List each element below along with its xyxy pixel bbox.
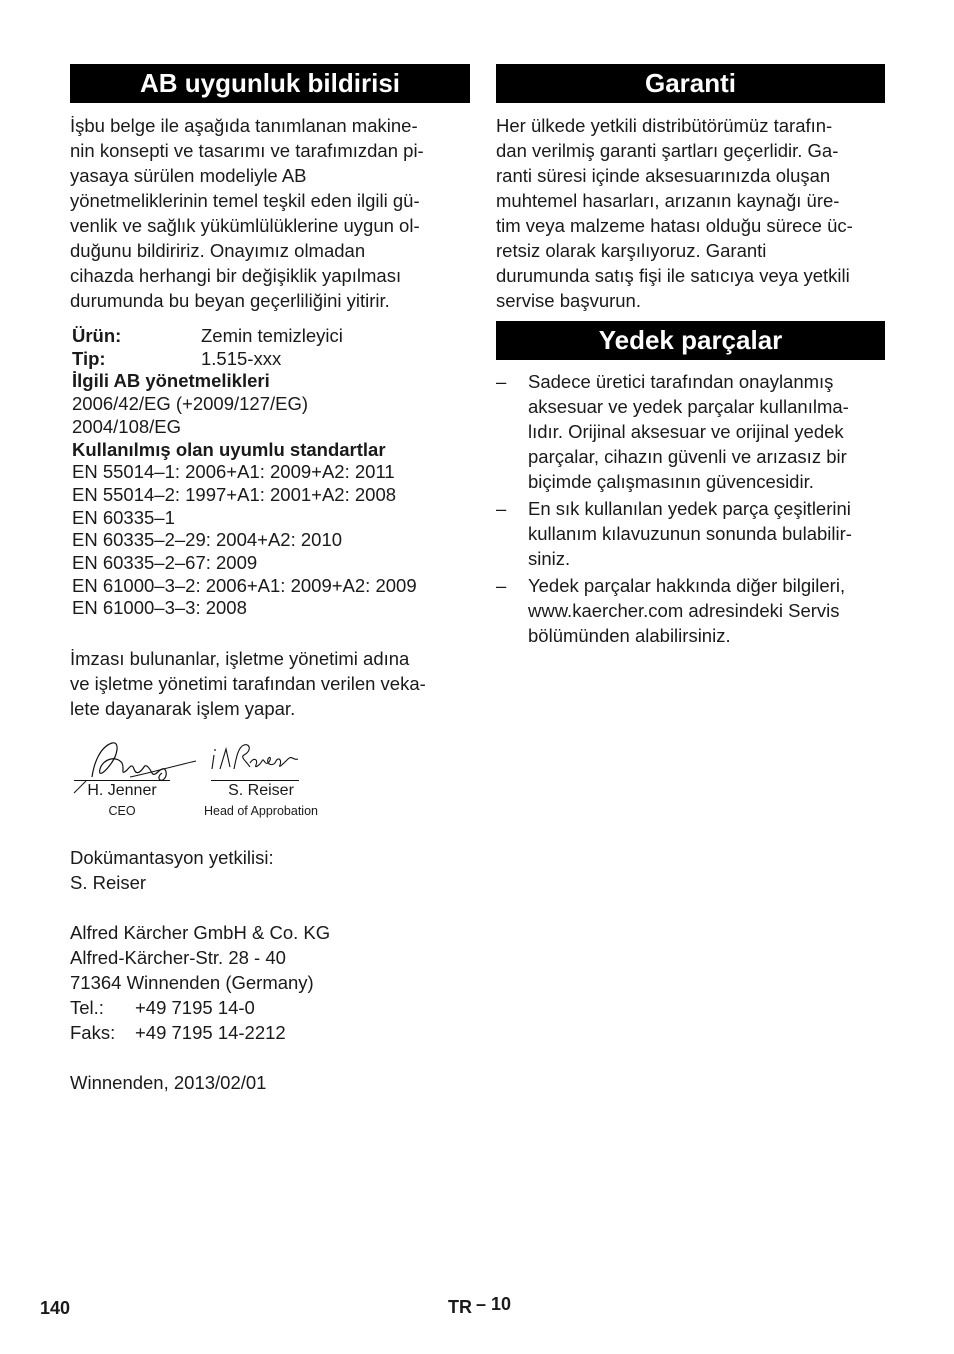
documentation-responsible xyxy=(70,845,470,1095)
list-item-line: En sık kullanılan yedek parça çeşitlerini xyxy=(528,498,851,519)
directives-title: İlgili AB yönetmelikleri xyxy=(72,370,270,392)
type-value: 1.515-xxx xyxy=(201,347,282,369)
signatories-line: lete dayanarak işlem yapar. xyxy=(70,698,296,720)
signer-role: CEO xyxy=(108,804,136,819)
standards-title: Kullanılmış olan uyumlu standartlar xyxy=(72,438,386,460)
dash-bullet: – xyxy=(496,371,507,392)
garanti-line: ranti süresi içinde aksesuarınızda oluşan xyxy=(496,165,831,186)
garanti-line: servise başvurun. xyxy=(496,290,641,311)
list-item-line: siniz. xyxy=(528,548,571,569)
list-item-line: biçimde çalışmasının güvencesidir. xyxy=(528,471,814,492)
signatories-note xyxy=(70,646,470,721)
left-column xyxy=(70,64,470,1095)
standard-item: EN 60335–1 xyxy=(72,506,175,528)
intro-line: cihazda herhangi bir değişiklik yapılması xyxy=(70,265,402,286)
intro-line: yasaya sürülen modeliyle AB xyxy=(70,165,307,186)
tel-row xyxy=(70,995,470,1020)
page-number: 140 xyxy=(40,1298,71,1318)
footer-section xyxy=(448,1294,512,1318)
signer-name: S. Reiser xyxy=(228,782,294,800)
section-page-number: – 10 xyxy=(476,1294,512,1314)
type-label: Tip: xyxy=(72,347,106,369)
yedek-parcalar-heading: Yedek parçalar xyxy=(496,321,885,360)
signer-name: H. Jenner xyxy=(87,782,157,800)
language-code: TR xyxy=(448,1297,472,1317)
list-item-line: kullanım kılavuzunun sonunda bulabilir- xyxy=(528,523,852,544)
list-item xyxy=(496,573,885,648)
standard-item: EN 61000–3–3: 2008 xyxy=(72,597,247,619)
garanti-text xyxy=(496,113,885,313)
intro-line: İşbu belge ile aşağıda tanımlanan makine- xyxy=(70,115,418,136)
list-item-line: parçalar, cihazın güvenli ve arızasız bir xyxy=(528,446,847,467)
place-date: Winnenden, 2013/02/01 xyxy=(70,1072,267,1094)
ab-declaration-heading: AB uygunluk bildirisi xyxy=(70,64,470,103)
directive-item: 2004/108/EG xyxy=(72,415,182,437)
garanti-heading: Garanti xyxy=(496,64,885,103)
right-column xyxy=(496,64,885,650)
signatories-line: İmzası bulunanlar, işletme yönetimi adına xyxy=(70,648,410,670)
garanti-line: Her ülkede yetkili distribütörümüz tarafın- xyxy=(496,115,833,136)
tel-value: +49 7195 14-0 xyxy=(135,997,255,1019)
garanti-line: dan verilmiş garanti şartları geçerlidir. Ga- xyxy=(496,140,839,161)
directive-item: 2006/42/EG (+2009/127/EG) xyxy=(72,393,309,415)
dash-bullet: – xyxy=(496,498,507,519)
company-name: Alfred Kärcher GmbH & Co. KG xyxy=(70,922,331,944)
list-item-line: Sadece üretici tarafından onaylanmış xyxy=(528,371,834,392)
list-item-line: www.kaercher.com adresindeki Servis xyxy=(528,600,840,621)
intro-line: yönetmeliklerinin temel teşkil eden ilgili gü- xyxy=(70,190,420,211)
signer-role: Head of Approbation xyxy=(204,804,318,819)
doc-resp-label: Dokümantasyon yetkilisi: xyxy=(70,847,274,869)
signature-reiser-image xyxy=(208,741,304,775)
signature-line-reiser xyxy=(211,780,299,781)
doc-resp-name: S. Reiser xyxy=(70,872,147,894)
type-row xyxy=(72,348,470,371)
signatories-line: ve işletme yönetimi tarafından verilen veka- xyxy=(70,673,426,695)
spare-parts-list xyxy=(496,369,885,648)
product-spec xyxy=(70,325,470,620)
standard-item: EN 60335–2–67: 2009 xyxy=(72,552,258,574)
product-value: Zemin temizleyici xyxy=(201,325,343,346)
standard-item: EN 61000–3–2: 2006+A1: 2009+A2: 2009 xyxy=(72,574,417,596)
list-item-line: bölümünden alabilirsiniz. xyxy=(528,625,731,646)
company-street: Alfred-Kärcher-Str. 28 - 40 xyxy=(70,947,286,969)
signatures xyxy=(70,735,470,835)
fax-value: +49 7195 14-2212 xyxy=(135,1022,286,1044)
standard-item: EN 60335–2–29: 2004+A2: 2010 xyxy=(72,529,343,551)
product-row xyxy=(72,325,470,348)
standard-item: EN 55014–1: 2006+A1: 2009+A2: 2011 xyxy=(72,461,395,483)
list-item-line: aksesuar ve yedek parçalar kullanılma- xyxy=(528,396,849,417)
list-item-line: lıdır. Orijinal aksesuar ve orijinal yedek xyxy=(528,421,844,442)
tel-label: Tel.: xyxy=(70,997,104,1019)
intro-line: venlik ve sağlık yükümlülüklerine uygun ol- xyxy=(70,215,420,236)
dash-bullet: – xyxy=(496,575,507,596)
garanti-line: retsiz olarak karşılıyoruz. Garanti xyxy=(496,240,767,261)
standard-item: EN 55014–2: 1997+A1: 2001+A2: 2008 xyxy=(72,483,397,505)
fax-label: Faks: xyxy=(70,1022,116,1044)
signer-jenner xyxy=(70,782,174,819)
signature-line-jenner xyxy=(74,780,170,781)
garanti-line: muhtemel hasarları, arızanın kaynağı üre- xyxy=(496,190,840,211)
product-label: Ürün: xyxy=(72,325,122,346)
list-item-line: Yedek parçalar hakkında diğer bilgileri, xyxy=(528,575,846,596)
list-item xyxy=(496,369,885,494)
declaration-intro xyxy=(70,113,470,313)
garanti-line: tim veya malzeme hatası olduğu sürece üc- xyxy=(496,215,853,236)
intro-line: nin konsepti ve tasarımı ve tarafımızdan pi- xyxy=(70,140,424,161)
signer-reiser xyxy=(194,782,328,819)
fax-row xyxy=(70,1020,470,1045)
list-item xyxy=(496,496,885,571)
company-city: 71364 Winnenden (Germany) xyxy=(70,972,314,994)
intro-line: durumunda bu beyan geçerliliğini yitirir. xyxy=(70,290,390,311)
garanti-line: durumunda satış fişi ile satıcıya veya yetkili xyxy=(496,265,850,286)
intro-line: duğunu bildiririz. Onayımız olmadan xyxy=(70,240,366,261)
